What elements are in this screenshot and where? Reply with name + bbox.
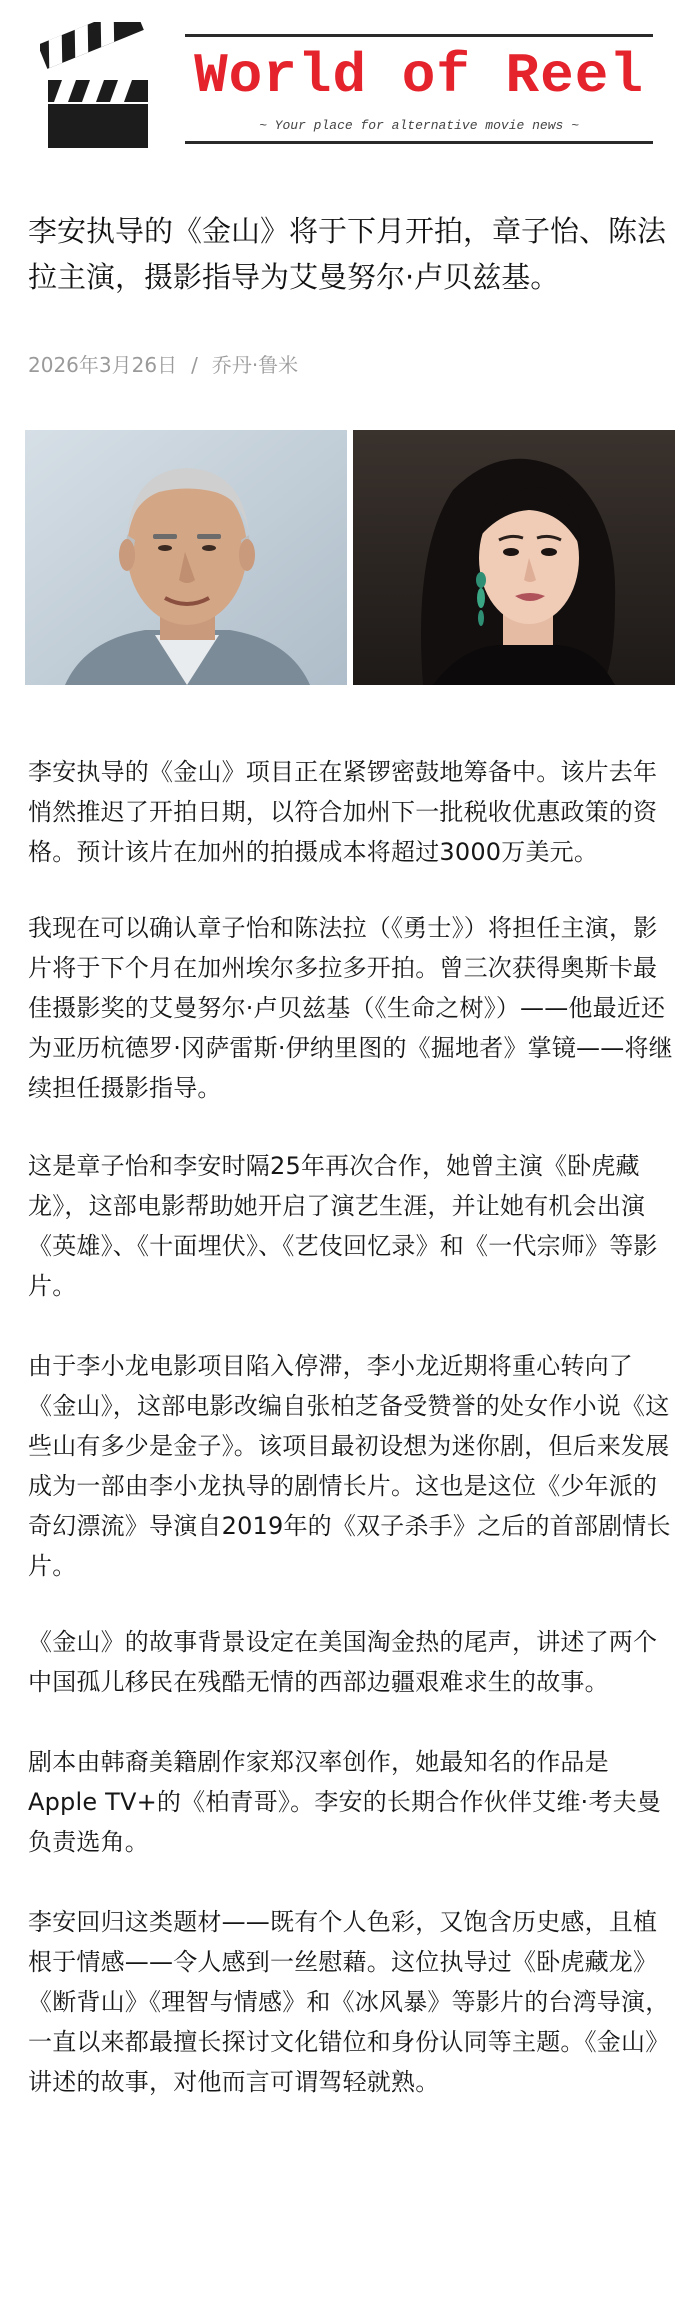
article-meta <box>28 350 673 380</box>
clapperboard-icon[interactable] <box>40 22 155 152</box>
logo-rule-top <box>185 34 653 37</box>
article-paragraph-2: 我现在可以确认章子怡和陈法拉（《勇士》）将担任主演，影片将于下个月在加州埃尔多拉多开拍。曾三次获得奥斯卡最佳摄影奖的艾曼努尔·卢贝兹基（《生命之树》）——他最近还为亚历杭德罗·冈萨雷斯·伊纳里图的《掘地者》掌镜——将继续担任摄影指导。 <box>28 914 673 1102</box>
article-paragraph-4: 由于李小龙电影项目陷入停滞，李小龙近期将重心转向了《金山》，这部电影改编自张柏芝备受赞誉的处女作小说《这些山有多少是金子》。该项目最初设想为迷你剧，但后来发展成为一部由李小龙执导的剧情长片。这也是这位《少年派的奇幻漂流》导演自2019年的《双子杀手》之后的首部剧情长片。 <box>28 1352 671 1580</box>
zhang-ziyi-portrait <box>353 430 675 685</box>
site-header <box>0 0 700 165</box>
article-paragraph-3: 这是章子怡和李安时隔25年再次合作，她曾主演《卧虎藏龙》，这部电影帮助她开启了演艺生涯，并让她有机会出演《英雄》、《十面埋伏》、《艺伎回忆录》和《一代宗师》等影片。 <box>28 1152 658 1300</box>
article-paragraph-7: 李安回归这类题材——既有个人色彩，又饱含历史感，且植根于情感——令人感到一丝慰藉。这位执导过《卧虎藏龙》《断背山》《理智与情感》和《冰风暴》等影片的台湾导演，一直以来都最擅长探讨文化错位和身份认同等主题。《金山》讲述的故事，对他而言可谓驾轻就熟。 <box>28 1908 670 2096</box>
article-body <box>28 752 678 2102</box>
site-logo-title[interactable]: World of Reel <box>194 44 644 108</box>
article-paragraph-6: 剧本由韩裔美籍剧作家郑汉率创作，她最知名的作品是Apple TV+的《柏青哥》。李安的长期合作伙伴艾维·考夫曼负责选角。 <box>28 1748 661 1856</box>
ang-lee-portrait <box>25 430 347 685</box>
article-paragraph-1: 李安执导的《金山》项目正在紧锣密鼓地筹备中。该片去年悄然推迟了开拍日期，以符合加州下一批税收优惠政策的资格。预计该片在加州的拍摄成本将超过3000万美元。 <box>28 758 658 866</box>
article-author-link[interactable]: 乔丹·鲁米 <box>211 353 299 377</box>
meta-separator: / <box>191 353 198 377</box>
article-paragraph-5: 《金山》的故事背景设定在美国淘金热的尾声，讲述了两个中国孤儿移民在残酷无情的西部边疆艰难求生的故事。 <box>28 1628 658 1696</box>
site-tagline: ~ Your place for alternative movie news ~ <box>259 118 579 133</box>
article-date: 2026年3月26日 <box>28 353 178 377</box>
article-title: 李安执导的《金山》将于下月开拍，章子怡、陈法拉主演，摄影指导为艾曼努尔·卢贝兹基。 <box>28 214 667 294</box>
logo-rule-bottom <box>185 141 653 144</box>
